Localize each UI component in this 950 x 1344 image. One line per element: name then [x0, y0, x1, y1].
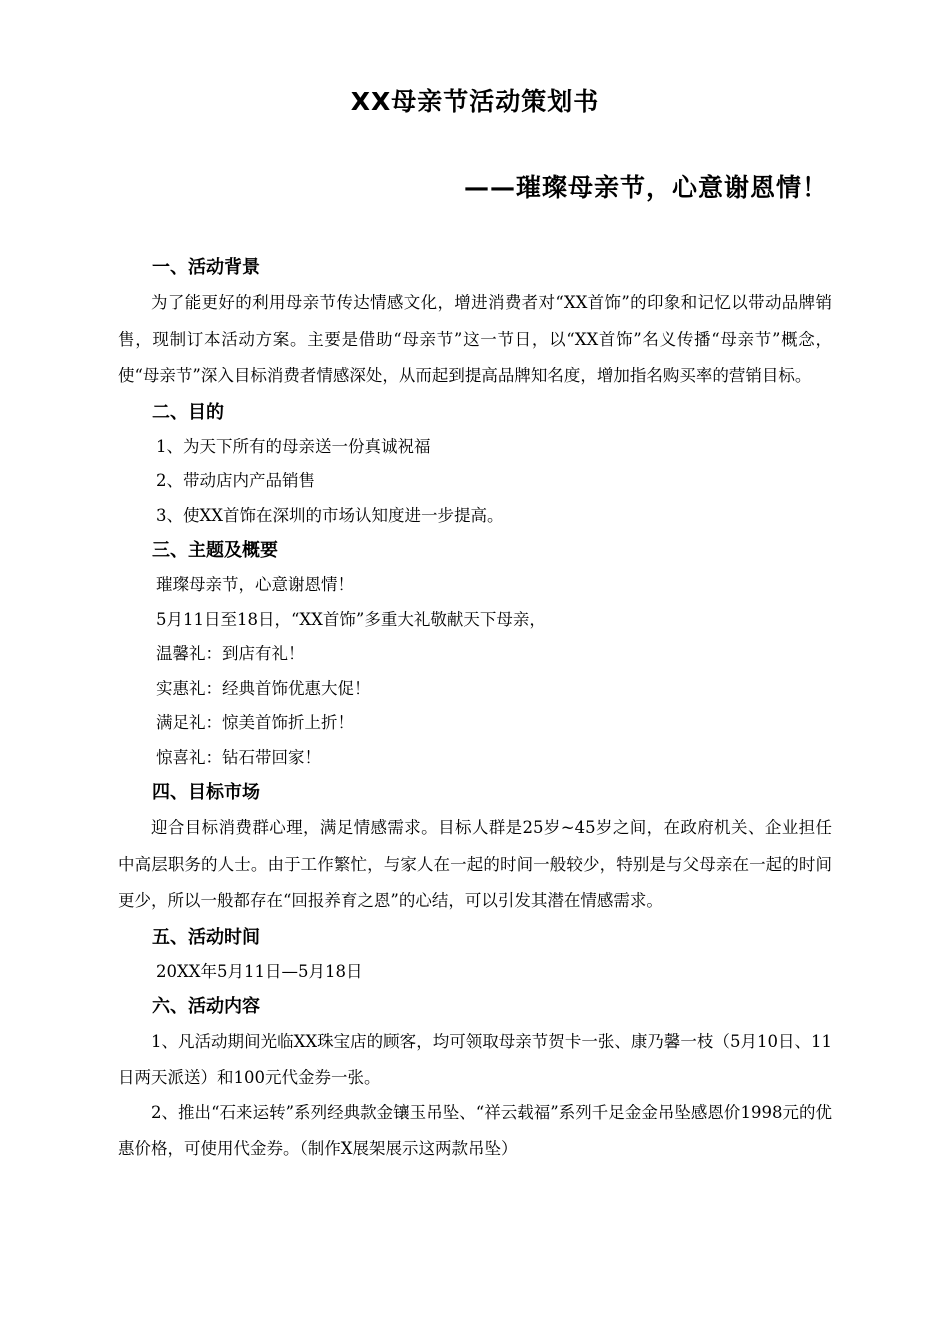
list-item: 5月11日至18日，“XX首饰”多重大礼敬献天下母亲， — [156, 609, 546, 629]
section-heading-content: 六、活动内容 — [152, 996, 260, 1017]
section-heading-background: 一、活动背景 — [152, 257, 260, 278]
list-item: 3、使XX首饰在深圳的市场认知度进一步提高。 — [156, 505, 504, 525]
list-item: 2、带动店内产品销售 — [156, 471, 315, 490]
document-title: XX母亲节活动策划书 — [350, 87, 600, 116]
section-heading-theme: 三、主题及概要 — [152, 540, 278, 561]
section-paragraph-target-market: 迎合目标消费群心理，满足情感需求。目标人群是25岁~45岁之间，在政府机关、企业担任中高层职务的人士。由于工作繁忙，与家人在一起的时间一般较少，特别是与父母亲在一起的时间更少，所以一般都存在“回报养育之恩”的心结，可以引发其潜在情感需求。 — [118, 818, 832, 910]
section-heading-target-market: 四、目标市场 — [152, 782, 260, 803]
section-paragraph-background: 为了能更好的利用母亲节传达情感文化，增进消费者对“XX首饰”的印象和记忆以带动品牌销售，现制订本活动方案。主要是借助“母亲节”这一节日，以“XX首饰”名义传播“母亲节”概念，使“母亲节”深入目标消费者情感深处，从而起到提高品牌知名度，增加指名购买率的营销目标。 — [118, 293, 832, 385]
list-item: 温馨礼：到店有礼！ — [156, 644, 305, 663]
content-paragraph: 2、推出“石来运转”系列经典款金镶玉吊坠、“祥云载福”系列千足金金吊坠感恩价1998元的优惠价格，可使用代金券。（制作X展架展示这两款吊坠） — [118, 1103, 832, 1158]
list-item: 璀璨母亲节，心意谢恩情！ — [156, 575, 354, 594]
document-body — [118, 250, 832, 1166]
list-item: 1、为天下所有的母亲送一份真诚祝福 — [156, 436, 431, 456]
content-paragraph: 1、凡活动期间光临XX珠宝店的顾客，均可领取母亲节贺卡一张、康乃馨一枝（5月10日、11日两天派送）和100元代金券一张。 — [118, 1032, 832, 1087]
document-subtitle: ——璀璨母亲节，心意谢恩情！ — [463, 173, 828, 202]
section-heading-purpose: 二、目的 — [152, 401, 224, 423]
list-item: 20XX年5月11日—5月18日 — [156, 961, 363, 981]
section-heading-time: 五、活动时间 — [152, 926, 260, 948]
list-item: 惊喜礼：钻石带回家！ — [156, 747, 321, 767]
list-item: 满足礼：惊美首饰折上折！ — [156, 713, 354, 732]
list-item: 实惠礼：经典首饰优惠大促！ — [156, 678, 371, 698]
